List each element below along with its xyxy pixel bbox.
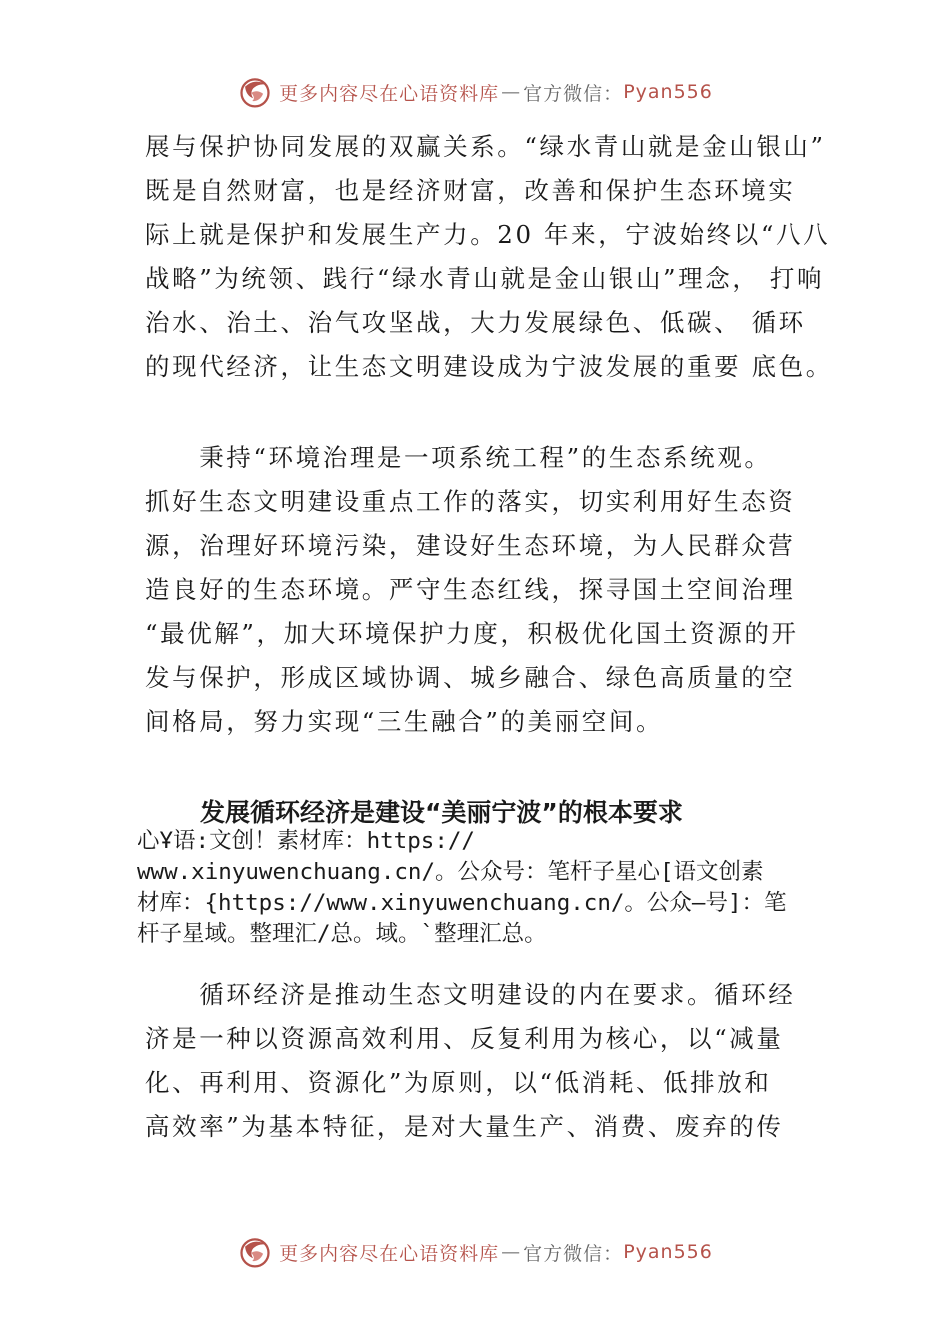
paragraph-2 — [145, 436, 845, 744]
red-swirl-logo-icon — [237, 1234, 273, 1270]
paragraph-3 — [145, 973, 845, 1149]
promo-text-block — [137, 826, 847, 950]
paragraph-line: “最优解”，加大环境保护力度，积极优化国土资源的开 — [145, 619, 799, 648]
paragraph-line: 抓好生态文明建设重点工作的落实，切实利用好生态资 — [145, 487, 796, 516]
banner-brand: 更多内容尽在心语资料库 — [279, 82, 500, 105]
paragraph-line: 战略”为统领、践行“绿水青山就是金山银山”理念， 打响 — [145, 264, 825, 293]
banner-wechat-id: Pyan556 — [623, 81, 713, 103]
paragraph-line: 际上就是保护和发展生产力。20 年来，宁波始终以“八八 — [145, 220, 831, 249]
promo-line: 心Ұ语:文创！素材库：https:// — [137, 828, 475, 854]
paragraph-line: 间格局，努力实现“三生融合”的美丽空间。 — [145, 707, 664, 736]
paragraph-line: 治水、治土、治气攻坚战，大力发展绿色、低碳、 循环 — [145, 308, 806, 337]
header-banner — [0, 70, 950, 114]
footer-banner — [0, 1230, 950, 1274]
banner-wechat-id: Pyan556 — [623, 1241, 713, 1263]
paragraph-line: 循环经济是推动生态文明建设的内在要求。循环经 — [145, 980, 796, 1009]
paragraph-1 — [145, 125, 845, 389]
paragraph-line: 的现代经济，让生态文明建设成为宁波发展的重要 底色。 — [145, 352, 833, 381]
banner-dash: — — [501, 81, 522, 103]
paragraph-line: 化、再利用、资源化”为原则，以“低消耗、低排放和 — [145, 1068, 772, 1097]
promo-line: 材库：{https://www.xinyuwenchuang.cn/。公众—号]：笔 — [137, 890, 787, 916]
banner-brand: 更多内容尽在心语资料库 — [279, 1242, 500, 1265]
paragraph-line: 造良好的生态环境。严守生态红线，探寻国土空间治理 — [145, 575, 796, 604]
banner-wechat-label: 官方微信： — [523, 82, 624, 105]
paragraph-line: 发与保护，形成区域协调、城乡融合、绿色高质量的空 — [145, 663, 796, 692]
paragraph-line: 秉持“环境治理是一项系统工程”的生态系统观。 — [145, 443, 772, 472]
paragraph-line: 既是自然财富，也是经济财富，改善和保护生态环境实 — [145, 176, 796, 205]
promo-line: www.xinyuwenchuang.cn/。公众号：笔杆子星心[语文创素 — [137, 859, 764, 885]
banner-wechat-label: 官方微信： — [523, 1242, 624, 1265]
paragraph-line: 展与保护协同发展的双赢关系。“绿水青山就是金山银山” — [145, 132, 826, 161]
paragraph-line: 济是一种以资源高效利用、反复利用为核心，以“减量 — [145, 1024, 784, 1053]
section-heading: 发展循环经济是建设“美丽宁波”的根本要求 — [200, 798, 683, 827]
paragraph-line: 源，治理好环境污染，建设好生态环境，为人民群众营 — [145, 531, 796, 560]
red-swirl-logo-icon — [237, 74, 273, 110]
promo-line: 杆子星域。整理汇/总。域。`整理汇总。 — [137, 921, 547, 947]
paragraph-line: 高效率”为基本特征，是对大量生产、消费、废弃的传 — [145, 1112, 784, 1141]
banner-dash: — — [501, 1241, 522, 1263]
